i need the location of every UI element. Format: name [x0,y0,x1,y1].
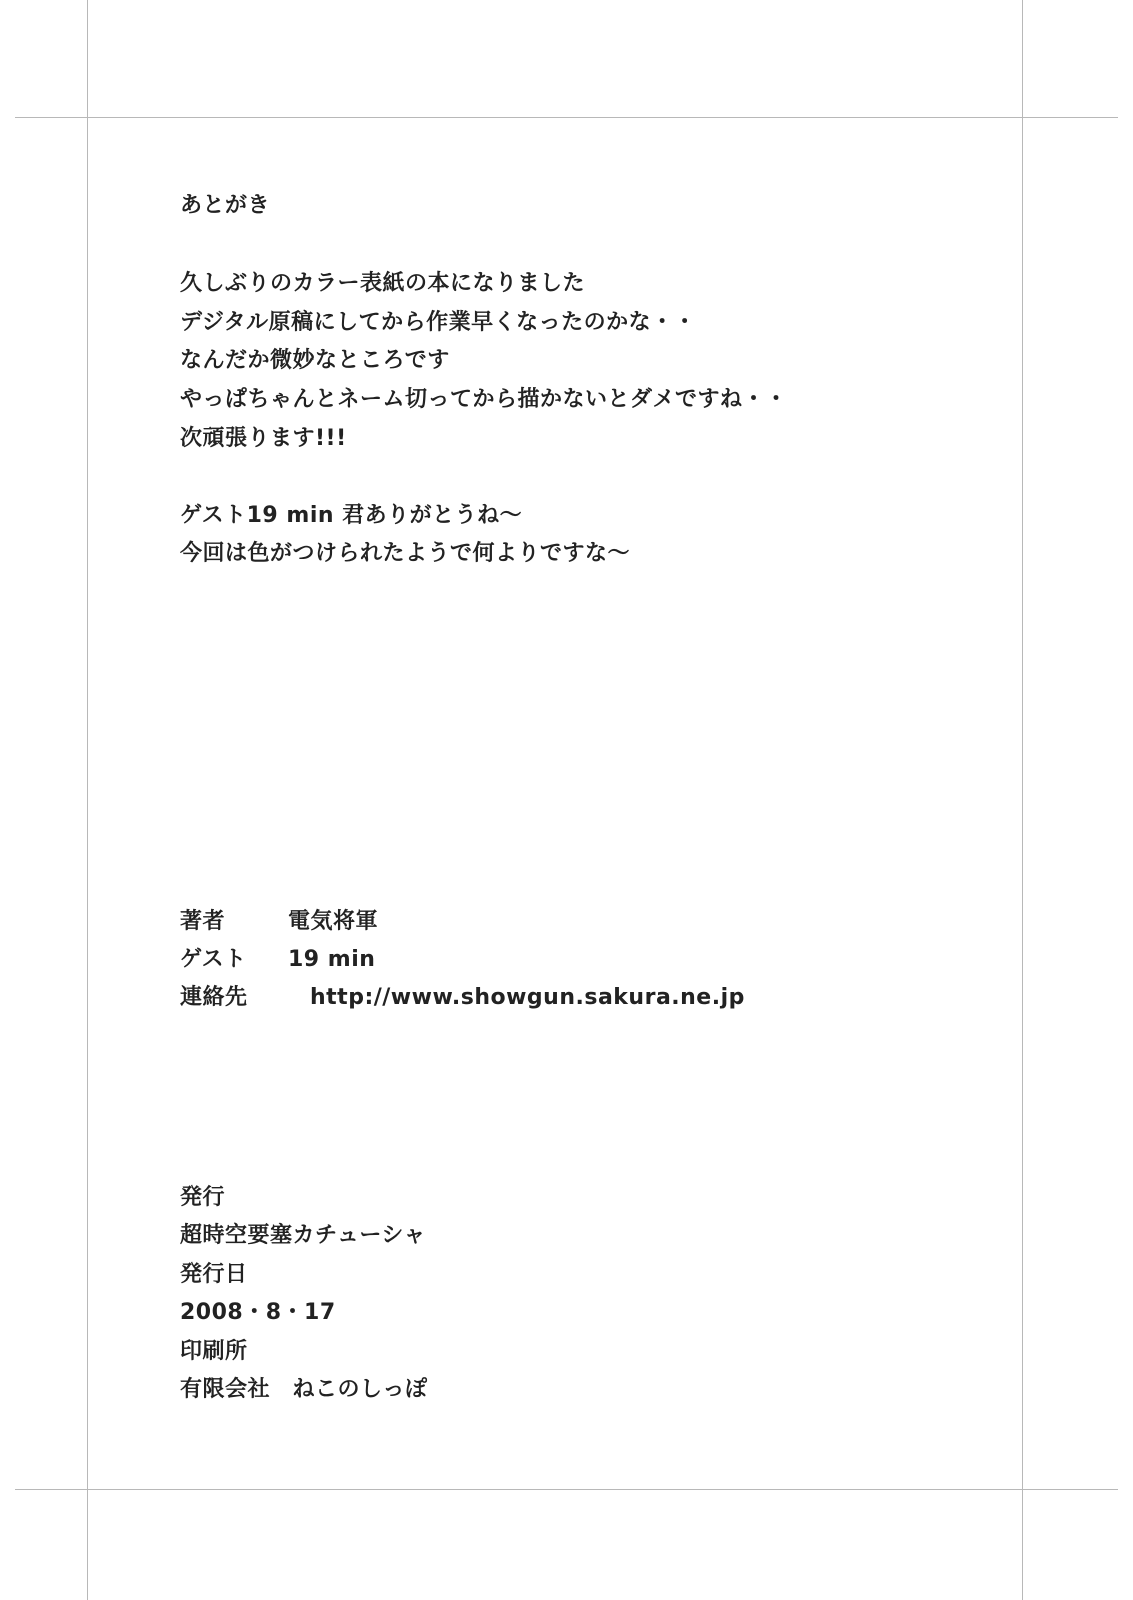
afterword-line-1: 久しぶりのカラー表紙の本になりました [180,271,586,296]
trim-line-left [87,0,88,1600]
publish-date-label: 発行日 [180,1262,248,1287]
printer-value: 有限会社 ねこのしっぽ [180,1377,428,1402]
guest-thanks-line-2: 今回は色がつけられたようで何よりですな～ [180,541,631,566]
trim-line-bottom [15,1489,1118,1490]
guest-row [180,949,375,971]
author-label: 著者 [180,909,226,934]
printer-label: 印刷所 [180,1339,248,1364]
afterword-line-5: 次頑張ります!!! [180,426,347,451]
afterword-heading: あとがき [180,193,271,218]
trim-line-right [1022,0,1023,1600]
contact-row [180,987,745,1009]
contact-label: 連絡先 [180,985,248,1010]
guest-label: ゲスト [180,947,247,972]
guest-value: 19 min [288,947,376,972]
publish-date-value: 2008・8・17 [180,1300,336,1325]
publisher-value: 超時空要塞カチューシャ [180,1223,426,1248]
contact-url[interactable]: http://www.showgun.sakura.ne.jp [310,985,745,1010]
author-row [180,911,378,933]
afterword-line-3: なんだか微妙なところです [180,348,450,373]
afterword-line-4: やっぱちゃんとネーム切ってから描かないとダメですね・・ [180,387,788,412]
publisher-label: 発行 [180,1185,226,1210]
afterword-line-2: デジタル原稿にしてから作業早くなったのかな・・ [180,310,697,335]
trim-line-top [15,117,1118,118]
guest-thanks-line-1: ゲスト19 min 君ありがとうね～ [180,503,523,528]
author-value: 電気将軍 [288,909,379,934]
